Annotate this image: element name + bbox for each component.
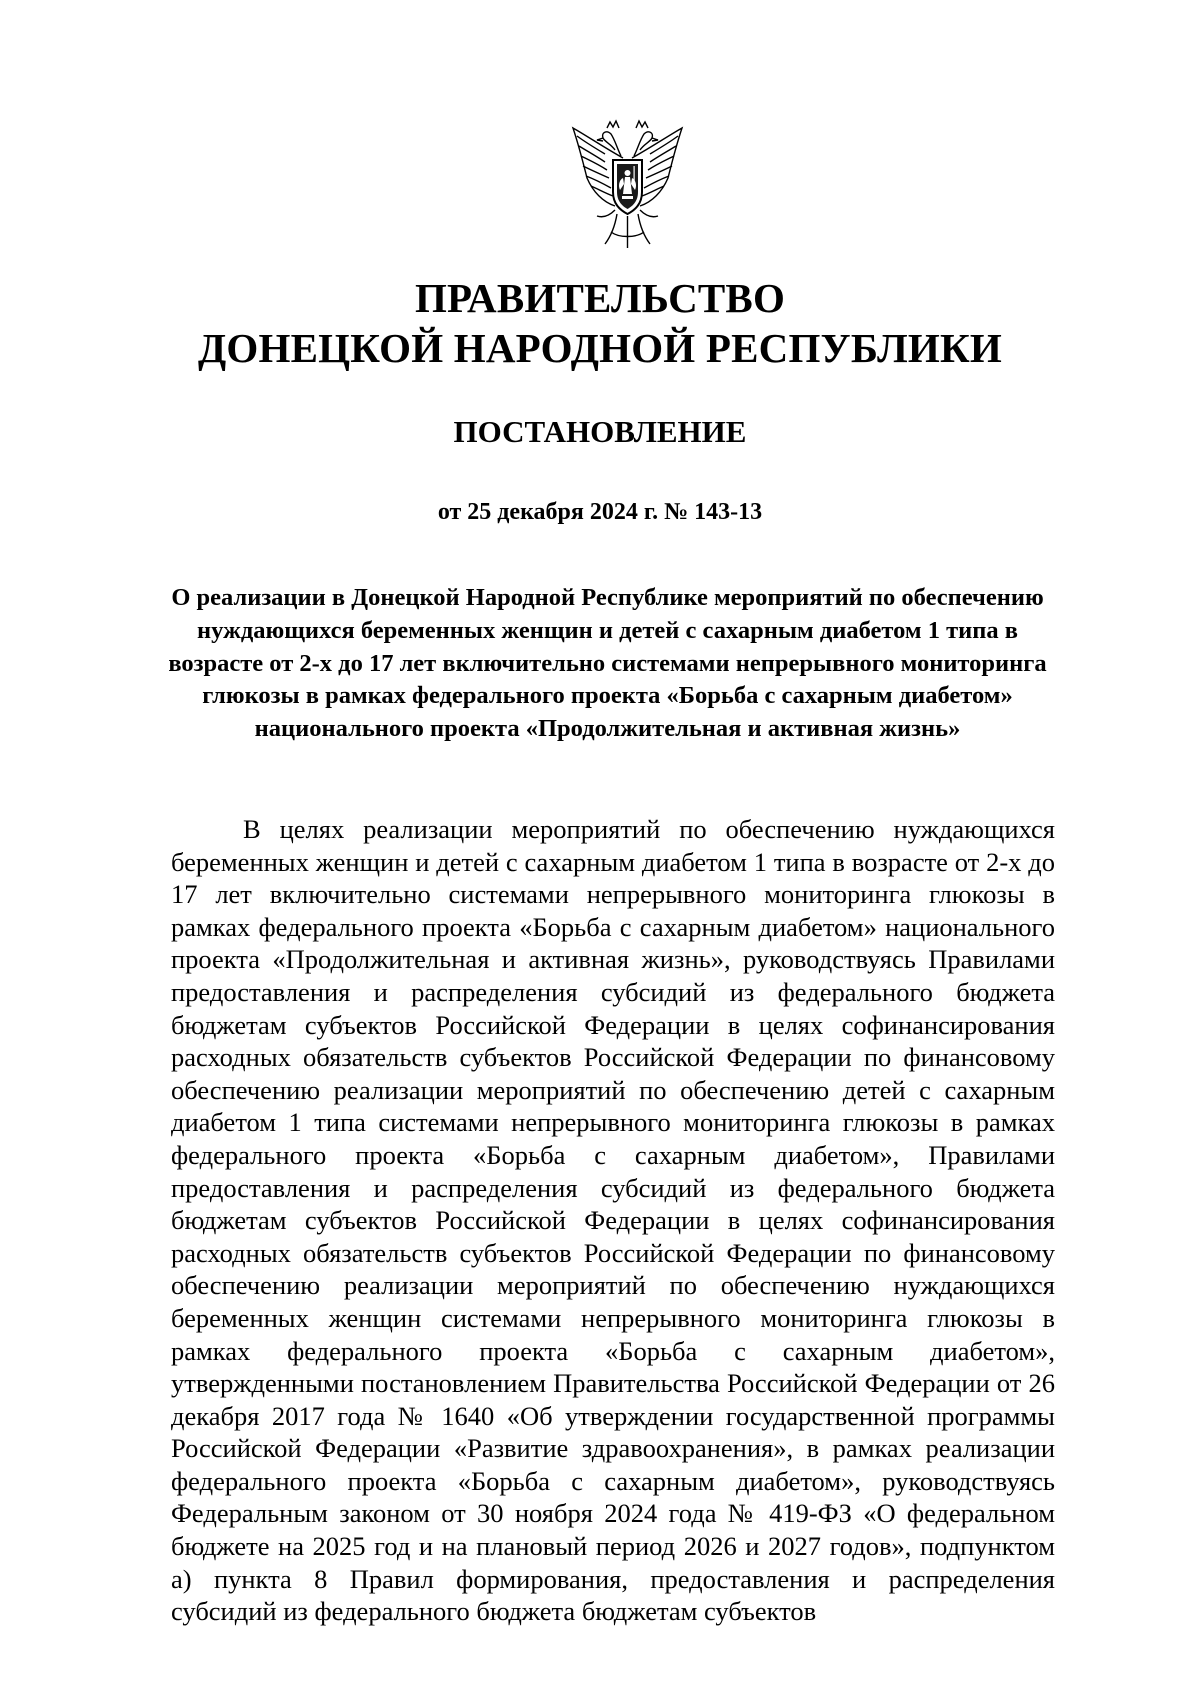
document-type-heading: ПОСТАНОВЛЕНИЕ bbox=[453, 414, 747, 449]
government-name-line-2: ДОНЕЦКОЙ НАРОДНОЙ РЕСПУБЛИКИ bbox=[198, 325, 1002, 371]
government-name bbox=[0, 273, 1200, 373]
document-date-number: от 25 декабря 2024 г. № 143-13 bbox=[437, 499, 763, 525]
document-subject-title: О реализации в Донецкой Народной Республике мероприятий по обеспечению нуждающихся беременных женщин и детей с сахарным диабетом 1 типа в возрасте от 2-х до 17 лет включительно системами непрерывного мониторинга глюкозы в рамках федерального проекта «Борьба с сахарным диабетом» национального проекта «Продолжительная и активная жизнь» bbox=[168, 584, 1047, 743]
government-name-line-1: ПРАВИТЕЛЬСТВО bbox=[414, 275, 786, 321]
coat-of-arms-icon bbox=[565, 118, 690, 258]
body-paragraph: В целях реализации мероприятий по обеспечению нуждающихся беременных женщин и детей с сахарным диабетом 1 типа в возрасте от 2-х до 17 лет включительно системами непрерывного мониторинга глюкозы в рамках федерального проекта «Борьба с сахарным диабетом» национального проекта «Продолжительная и активная жизнь», руководствуясь Правилами предоставления и распределения субсидий из федерального бюджета бюджетам субъектов Российской Федерации в целях софинансирования расходных обязательств субъектов Российской Федерации по финансовому обеспечению реализации мероприятий по обеспечению детей с сахарным диабетом 1 типа системами непрерывного мониторинга глюкозы в рамках федерального проекта «Борьба с сахарным диабетом», Правилами предоставления и распределения субсидий из федерального бюджета бюджетам субъектов Российской Федерации в целях софинансирования расходных обязательств субъектов Российской Федерации по финансовому обеспечению реализации мероприятий по обеспечению нуждающихся беременных женщин системами непрерывного мониторинга глюкозы в рамках федерального проекта «Борьба с сахарным диабетом», утвержденными постановлением Правительства Российской Федерации от 26 декабря 2017 года № 1640 «Об утверждении государственной программы Российской Федерации «Развитие здравоохранения», в рамках реализации федерального проекта «Борьба с сахарным диабетом», руководствуясь Федеральным законом от 30 ноября 2024 года № 419-ФЗ «О федеральном бюджете на 2025 год и на плановый период 2026 и 2027 годов», подпунктом а) пункта 8 Правил формирования, предоставления и распределения субсидий из федерального бюджета бюджетам субъектов bbox=[171, 814, 1055, 1627]
